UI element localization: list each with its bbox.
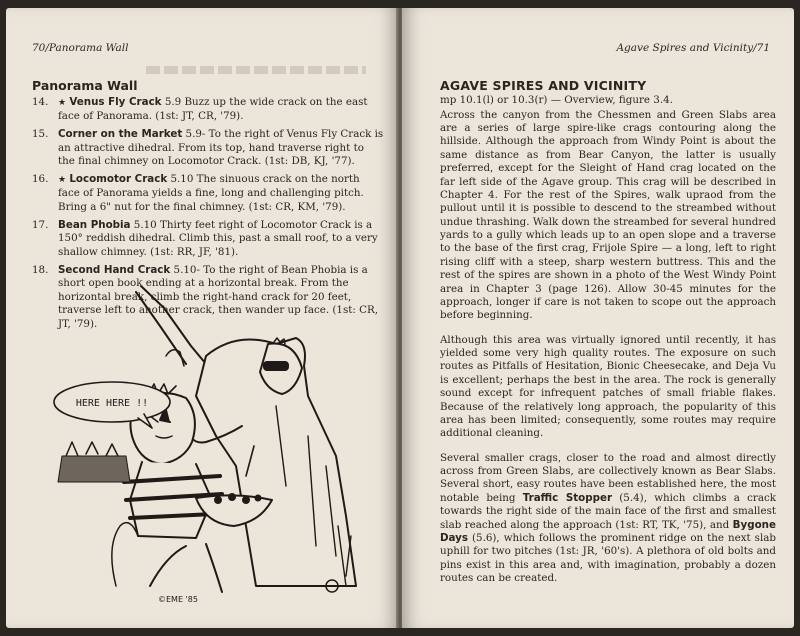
route-name: Venus Fly Crack: [69, 96, 162, 109]
route-grade: 5.10: [170, 173, 194, 186]
left-running-head: 70/Panorama Wall: [32, 42, 129, 54]
route-number: 14.: [32, 96, 49, 109]
bear-slabs-paragraph: [440, 452, 776, 586]
route-item: [32, 219, 384, 259]
route-name: Traffic Stopper: [522, 491, 613, 504]
route-grade: 5.9: [164, 96, 182, 109]
route-description: To the right of Bean Phobia is a short open book ending at a horizontal break. From the horizontal break, climb the right-hand crack for 20 feet, traverse left to another crack, then wander up face. (1st: CR, JT, '79).: [58, 264, 379, 330]
route-name: Locomotor Crack: [69, 173, 168, 186]
section-title: Panorama Wall: [32, 78, 138, 93]
route-description: Thirty feet right of Locomotor Crack is a 150° reddish dihedral. Climb this, past a small roof, to a very shallow chimney. (1st: RR, JF, '81).: [58, 218, 378, 258]
area-description: [440, 78, 776, 596]
map-reference: mp 10.1(l) or 10.3(r) — Overview, figure 3.4.: [440, 94, 673, 107]
route-description: To the right of Venus Fly Crack is an attractive dihedral. From its top, hand traverse right to the final chimney on Locomotor Crack. (1st: DB, KJ, '77).: [58, 128, 384, 168]
route-name: Corner on the Market: [58, 128, 183, 141]
route-name: Second Hand Crack: [58, 264, 171, 276]
paragraph-text: Several smaller crags, closer to the road and almost directly across from Green Slabs, are collectively known as Bear Slabs. Several short, easy routes have been established here, the most notable being: [440, 451, 776, 504]
left-page: [6, 8, 398, 628]
route-name: Bean Phobia: [58, 218, 131, 231]
paragraph-text: (5.6), which follows the prominent ridge on the next slab uphill for two pitches (1st: JR, '60's). A plethora of old bolts and pins exist in this area and, with imagination, probably a dozen routes can be created.: [440, 531, 776, 584]
route-item: [32, 96, 384, 123]
route-number: 18.: [32, 264, 49, 276]
route-grade: 5.10-: [173, 264, 200, 276]
route-grade: 5.10: [133, 218, 157, 231]
speech-bubble-text: HERE HERE !!: [75, 398, 149, 409]
approach-paragraph: Across the canyon from the Chessmen and Green Slabs area are a series of large spire-like crags contouring along the hillside. Although the approach from Windy Point is about the same distance as from Bear Canyon, the latter is usually preferred, except for the Sleight of Hand crag located on the far left side of the Agave group. This crag will be described in Chapter 4. For the rest of the Spires, walk upraod from the pullout until it is possible to descend to the streambed without undue thrashing. Walk down the streambed for several hundred yards to a gully which leads up to an open slope and a traverse to the base of the first crag, Frijole Spire — a long, left to right rising cliff with a steep, sharp western buttress. This and the rest of the spires are shown in a photo of the West Windy Point area in Chapter 3 (page 126). Allow 30-45 minutes for the approach, longer if care is not taken to scope out the approach before beginning.: [440, 108, 776, 322]
route-grade: 5.9-: [185, 128, 206, 141]
route-description: The sinuous crack on the north face of Panorama yields a fine, long and challenging pitch. Bring a 6" nut for the final chimney. (1st: CR, KM, '79).: [58, 173, 364, 213]
raised-arm-drawing: [136, 286, 206, 364]
star-icon: ★: [58, 98, 67, 109]
route-number: 15.: [32, 128, 49, 141]
star-icon: ★: [58, 175, 67, 186]
route-item: [32, 128, 384, 168]
paragraph-text: (5.4), which climbs a crack towards the right side of the main face of the first and smallest slab reached along the approach (1st: RT, TK, '75), and: [440, 491, 777, 531]
cartoon-illustration: [46, 286, 386, 606]
route-description: Buzz up the wide crack on the east face of Panorama. (1st: JT, CR, '79).: [58, 96, 368, 122]
right-running-head: Agave Spires and Vicinity/71: [616, 42, 770, 54]
artist-signature: ©EME '85: [158, 595, 198, 604]
route-name: Bygone Days: [440, 518, 776, 544]
right-page: [402, 8, 794, 628]
area-heading: AGAVE SPIRES AND VICINITY: [440, 78, 647, 93]
route-number: 17.: [32, 218, 49, 231]
bleed-through-text: [146, 66, 366, 74]
route-number: 16.: [32, 173, 49, 186]
route-item: [32, 173, 384, 213]
quality-paragraph: Although this area was virtually ignored until recently, it has yielded some very high quality routes. The exposure on such routes as Pitfalls of Hesitation, Bionic Cheesecake, and Deja Vu is excellent; perhaps the best in the area. The rock is generally sound except for infrequent patches of small friable flakes. Because of the relatively long approach, the popularity of this area has been limited; consequently, some routes may require additional cleaning.: [440, 333, 776, 440]
